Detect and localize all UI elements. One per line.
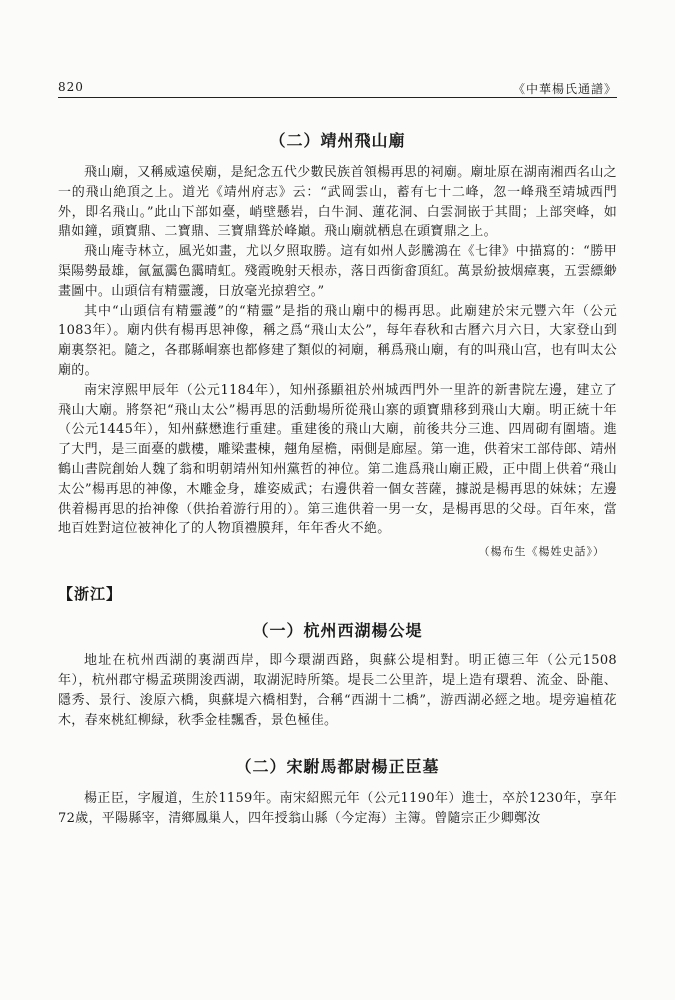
paragraph: 飛山廟，又稱威遠侯廟，是紀念五代少數民族首領楊再思的祠廟。廟址原在湖南湘西名山之一的飛山絶頂之上。道光《靖州府志》云：“武岡雲山，蓄有七十二峰，忽一峰飛至靖城西門外，即名飛山。”此山下部如臺，峭壁懸岩，白牛洞、蓮花洞、白雲洞嵌于其間；上部突峰，如鼎如鐘，頭寶鼎、二寶鼎、三寶鼎聳於峰巔。飛山廟就栖息在頭寶鼎之上。 xyxy=(58,165,617,240)
header-rule xyxy=(58,97,617,98)
section-title-yang-causeway: （一）杭州西湖楊公堤 xyxy=(252,621,423,641)
paragraph: 其中“山頭信有精靈護”的“精靈”是指的飛山廟中的楊再思。此廟建於宋元豐六年（公元1083年）。廟内供有楊再思神像，稱之爲“飛山太公”，每年春秋和古曆六月六日，大家登山到廟裏祭祀。隨之，各郡縣峒寨也都修建了類似的祠廟，稱爲飛山廟，有的叫飛山宫，也有叫太公廟的。 xyxy=(58,303,617,378)
paragraph: 地址在杭州西湖的裏湖西岸，即今環湖西路，與蘇公堤相對。明正德三年（公元1508年），杭州郡守楊孟瑛開浚西湖，取湖泥時所築。堤長二公里許，堤上造有環碧、流金、卧龍、隱秀、景行、浚原六橋，與蘇堤六橋相對，合稱“西湖十二橋”，游西湖必經之地。堤旁遍植花木，春來桃紅柳緑，秋季金桂飄香，景色極佳。 xyxy=(58,653,617,728)
paragraph: 楊正臣，字履道，生於1159年。南宋紹熙元年（公元1190年）進士，卒於1230年，享年72歲，平陽縣宰，清鄉鳳巢人，四年授翁山縣（今定海）主簿。曾隨宗正少卿鄭汝 xyxy=(58,791,617,827)
page-content xyxy=(58,116,617,829)
page-number: 820 xyxy=(58,80,84,94)
section-title-feishan-temple: （二）靖州飛山廟 xyxy=(269,131,406,150)
paragraph: 南宋淳熙甲辰年（公元1184年），知州孫顯祖於州城西門外一里許的新書院左邊，建立了飛山大廟。將祭祀“飛山太公”楊再思的活動場所從飛山寨的頭寶鼎移到飛山大廟。明正統十年（公元1445年），知州蘇懋進行重建。重建後的飛山大廟，前後共分三進、四周砌有圍墻。進了大門，是三面臺的戲樓，雕梁畫棟，翹角屋檐，兩側是廊屋。第一進，供着宋工部侍郎、靖州鶴山書院創始人魏了翁和明朝靖州知州黨哲的神位。第二進爲飛山廟正殿，正中間上供着“飛山太公”楊再思的神像，木雕金身，雄姿威武；右邊供着一個女菩薩，據説是楊再思的妹妹；左邊供着楊再思的抬神像（供抬着游行用的）。第三進供着一男一女，是楊再思的父母。百年來，當地百姓對這位被神化了的人物頂禮膜拜，年年香火不絶。 xyxy=(58,382,617,537)
region-heading: 【浙江】 xyxy=(58,585,123,604)
page-header xyxy=(58,78,617,98)
paragraph: 飛山庵寺林立，風光如畫，尤以夕照取勝。這有如州人彭騰鴻在《七律》中描寫的：“勝甲渠陽勢最雄，氤氳靄色靄晴虹。殘霞晚射天根赤，落日西銜畲頂紅。萬景紛披烟瘴裏，五雲縹緲畫圖中。山頭信有精靈護，日放毫光掠碧空。” xyxy=(58,244,617,299)
book-title: 《中華楊氏通譜》 xyxy=(512,82,617,96)
source-citation: （楊布生《楊姓史話》） xyxy=(478,545,605,559)
section-title-yang-zhengchen-tomb: （二）宋駙馬都尉楊正臣墓 xyxy=(235,757,440,777)
